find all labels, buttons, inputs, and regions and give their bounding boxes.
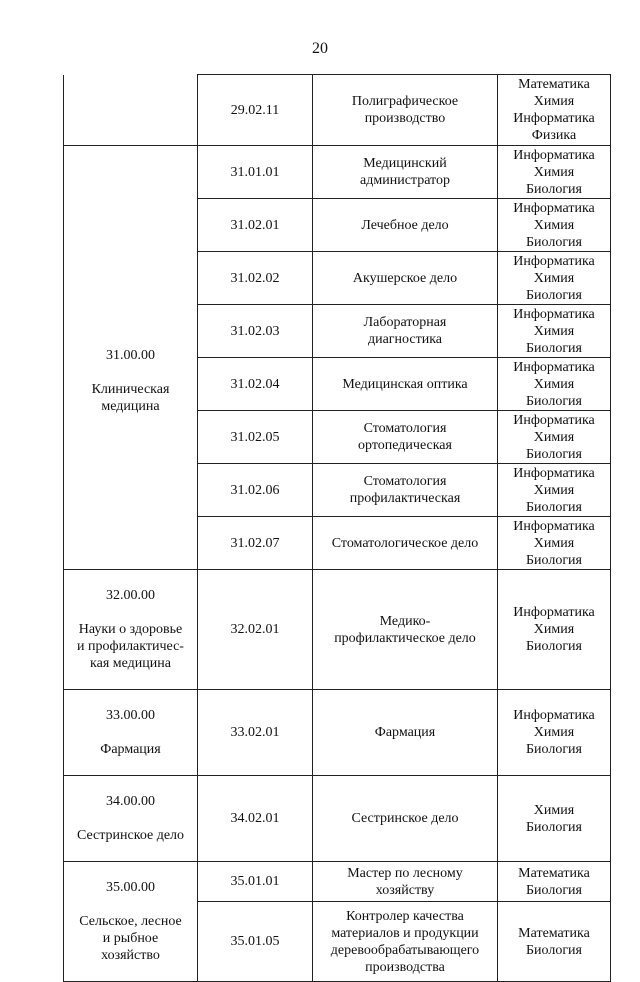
specialty-name: Медико- профилактическое дело — [313, 570, 498, 690]
specialty-name: Стоматология ортопедическая — [313, 411, 498, 464]
group-name: Фармация — [100, 742, 161, 757]
specialty-code: 29.02.11 — [198, 75, 313, 146]
group-cell — [64, 75, 198, 146]
exam-subjects: Информатика Химия Биология — [498, 517, 611, 570]
specialty-name: Медицинская оптика — [313, 358, 498, 411]
exam-subjects: Информатика Химия Биология — [498, 464, 611, 517]
specialty-name: Стоматология профилактическая — [313, 464, 498, 517]
specialty-code: 33.02.01 — [198, 690, 313, 776]
exam-subjects: Информатика Химия Биология — [498, 690, 611, 776]
specialty-name: Контролер качества материалов и продукции деревообрабатывающего производства — [313, 902, 498, 982]
specialty-name: Лабораторная диагностика — [313, 305, 498, 358]
specialty-table — [63, 74, 611, 982]
specialty-code: 35.01.05 — [198, 902, 313, 982]
specialty-name: Фармация — [313, 690, 498, 776]
exam-subjects: Химия Биология — [498, 776, 611, 862]
group-code: 32.00.00 — [106, 588, 155, 603]
specialty-name: Акушерское дело — [313, 252, 498, 305]
table-row — [64, 862, 611, 902]
group-cell — [64, 570, 198, 690]
specialty-code: 31.01.01 — [198, 146, 313, 199]
group-name: Сельское, лесное и рыбное хозяйство — [79, 914, 182, 963]
table-row — [64, 570, 611, 690]
specialty-code: 31.02.01 — [198, 199, 313, 252]
exam-subjects: Информатика Химия Биология — [498, 570, 611, 690]
specialty-code: 31.02.02 — [198, 252, 313, 305]
specialty-name: Лечебное дело — [313, 199, 498, 252]
specialty-code: 31.02.07 — [198, 517, 313, 570]
specialty-code: 31.02.03 — [198, 305, 313, 358]
table-row — [64, 146, 611, 199]
specialty-code: 35.01.01 — [198, 862, 313, 902]
table-row — [64, 75, 611, 146]
group-name: Клиническая медицина — [91, 382, 170, 414]
group-cell — [64, 862, 198, 982]
exam-subjects: Математика Биология — [498, 862, 611, 902]
specialty-name: Мастер по лесному хозяйству — [313, 862, 498, 902]
group-code: 31.00.00 — [106, 348, 155, 363]
table-row — [64, 776, 611, 862]
exam-subjects: Информатика Химия Биология — [498, 305, 611, 358]
exam-subjects: Информатика Химия Биология — [498, 252, 611, 305]
exam-subjects: Математика Химия Информатика Физика — [498, 75, 611, 146]
exam-subjects: Информатика Химия Биология — [498, 358, 611, 411]
exam-subjects: Информатика Химия Биология — [498, 146, 611, 199]
group-name: Науки о здоровье и профилактичес- кая медицина — [77, 622, 184, 671]
specialty-code: 31.02.04 — [198, 358, 313, 411]
specialty-code: 31.02.05 — [198, 411, 313, 464]
group-code: 33.00.00 — [106, 708, 155, 723]
specialty-code: 34.02.01 — [198, 776, 313, 862]
exam-subjects: Информатика Химия Биология — [498, 199, 611, 252]
group-cell — [64, 690, 198, 776]
group-code: 35.00.00 — [106, 880, 155, 895]
group-name: Сестринское дело — [76, 828, 185, 843]
specialty-code: 31.02.06 — [198, 464, 313, 517]
group-cell — [64, 776, 198, 862]
specialty-name: Полиграфическое производство — [313, 75, 498, 146]
exam-subjects: Информатика Химия Биология — [498, 411, 611, 464]
specialty-name: Сестринское дело — [313, 776, 498, 862]
table-row — [64, 690, 611, 776]
group-code: 34.00.00 — [106, 794, 155, 809]
group-cell — [64, 146, 198, 570]
specialty-code: 32.02.01 — [198, 570, 313, 690]
page-number: 20 — [312, 40, 328, 57]
specialty-name: Медицинский администратор — [313, 146, 498, 199]
specialty-name: Стоматологическое дело — [313, 517, 498, 570]
exam-subjects: Математика Биология — [498, 902, 611, 982]
